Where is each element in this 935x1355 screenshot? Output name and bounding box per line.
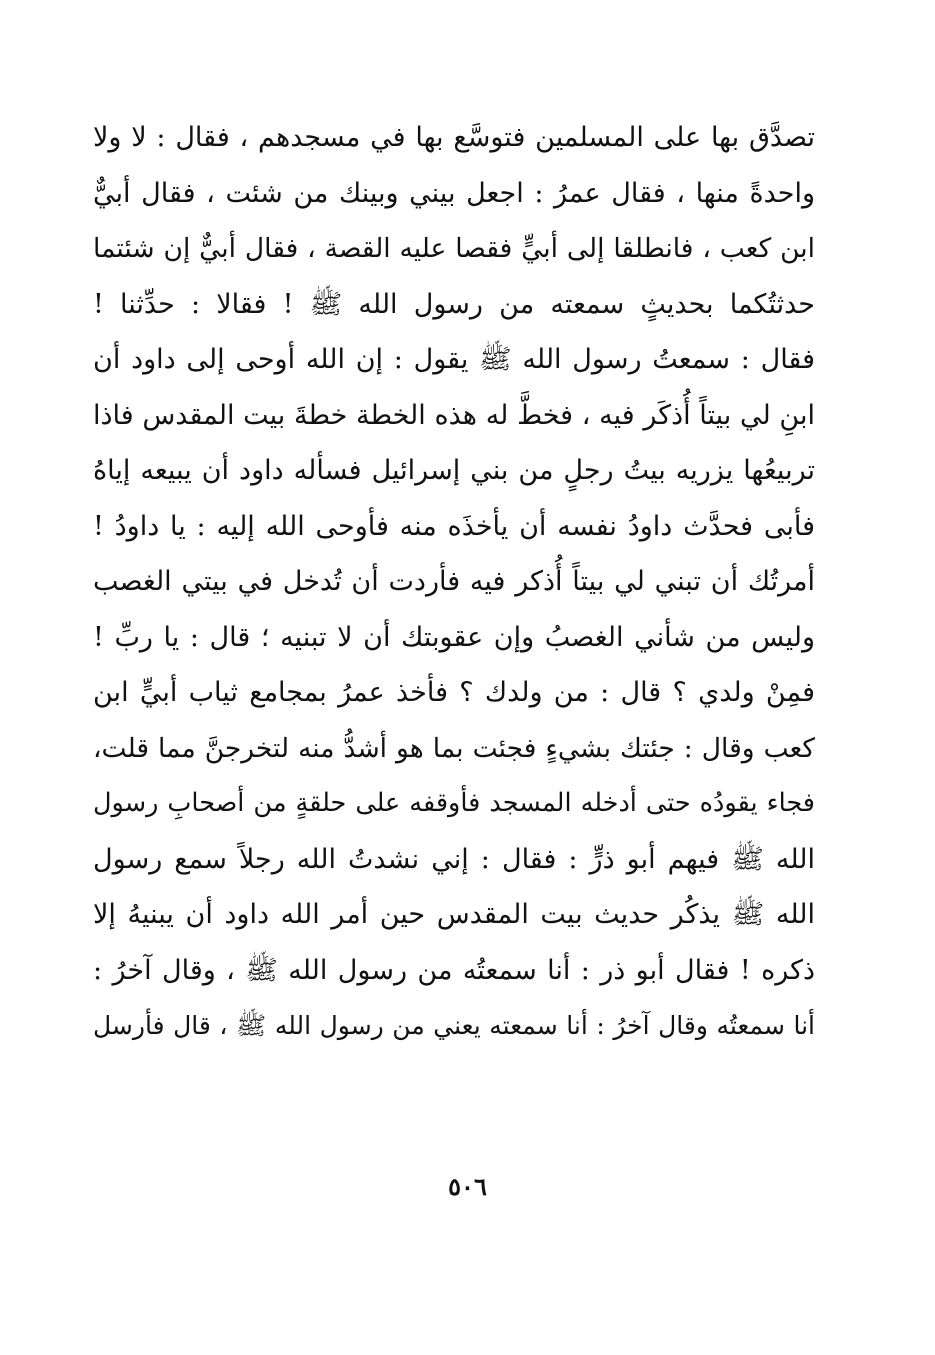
text-line: أمرتُك أن تبني لي بيتاً أُذكر فيه فأردت أن تُدخل في بيتي الغصب xyxy=(93,566,815,597)
text-line: واحدةً منها ، فقال عمرُ : اجعل بيني وبينك من شئت ، فقال أبيٌّ xyxy=(93,177,815,209)
text-line: ابن كعب ، فانطلقا إلى أبيٍّ فقصا عليه القصة ، فقال أبيٌّ إن شئتما xyxy=(93,233,815,264)
text-line: فمِنْ ولدي ؟ قال : من ولدك ؟ فأخذ عمرُ بمجامع ثياب أبيٍّ ابن xyxy=(93,677,815,708)
text-line: فأبى فحدَّث داودُ نفسه أن يأخذَه منه فأوحى الله إليه : يا داودُ ! xyxy=(93,510,815,542)
text-line: أنا سمعتُه وقال آخرُ : أنا سمعته يعني من رسول الله ﷺ ، قال فأرسل xyxy=(93,1011,815,1040)
text-line: وليس من شأني الغصبُ وإن عقوبتك أن لا تبنيه ؛ قال : يا ربِّ ! xyxy=(93,621,815,653)
text-line: تربيعُها يزريه بيتُ رجلٍ من بني إسرائيل فسأله داود أن يبيعه إياهُ xyxy=(93,455,815,486)
text-line: كعب وقال : جئتك بشيءٍ فجئت بما هو أشدُّ منه لتخرجنَّ مما قلت، xyxy=(93,732,815,764)
text-line: تصدَّق بها على المسلمين فتوسَّع بها في مسجدهم ، فقال : لا ولا xyxy=(93,122,815,153)
text-line: ذكره ! فقال أبو ذر : أنا سمعتُه من رسول الله ﷺ ، وقال آخرُ : xyxy=(93,954,815,986)
text-line: الله ﷺ فيهم أبو ذرٍّ : فقال : إني نشدتُ الله رجلاً سمع رسول xyxy=(93,843,815,875)
text-line: فجاء يقودُه حتى أدخله المسجد فأوقفه على حلقةٍ من أصحابِ رسول xyxy=(93,788,815,818)
text-line: الله ﷺ يذكُر حديث بيت المقدس حين أمر الله داود أن يبنيهُ إلا xyxy=(93,899,815,930)
text-line: حدثتُكما بحديثٍ سمعته من رسول الله ﷺ ! فقالا : حدِّثنا ! xyxy=(93,288,815,320)
body-text xyxy=(93,110,815,1054)
text-line: ابنِ لي بيتاً أُذكَر فيه ، فخطَّ له هذه الخطة خطةَ بيت المقدس فاذا xyxy=(93,399,815,431)
text-line: فقال : سمعتُ رسول الله ﷺ يقول : إن الله أوحى إلى داود أن xyxy=(93,344,815,375)
page-number: ٥٠٦ xyxy=(448,1172,487,1201)
